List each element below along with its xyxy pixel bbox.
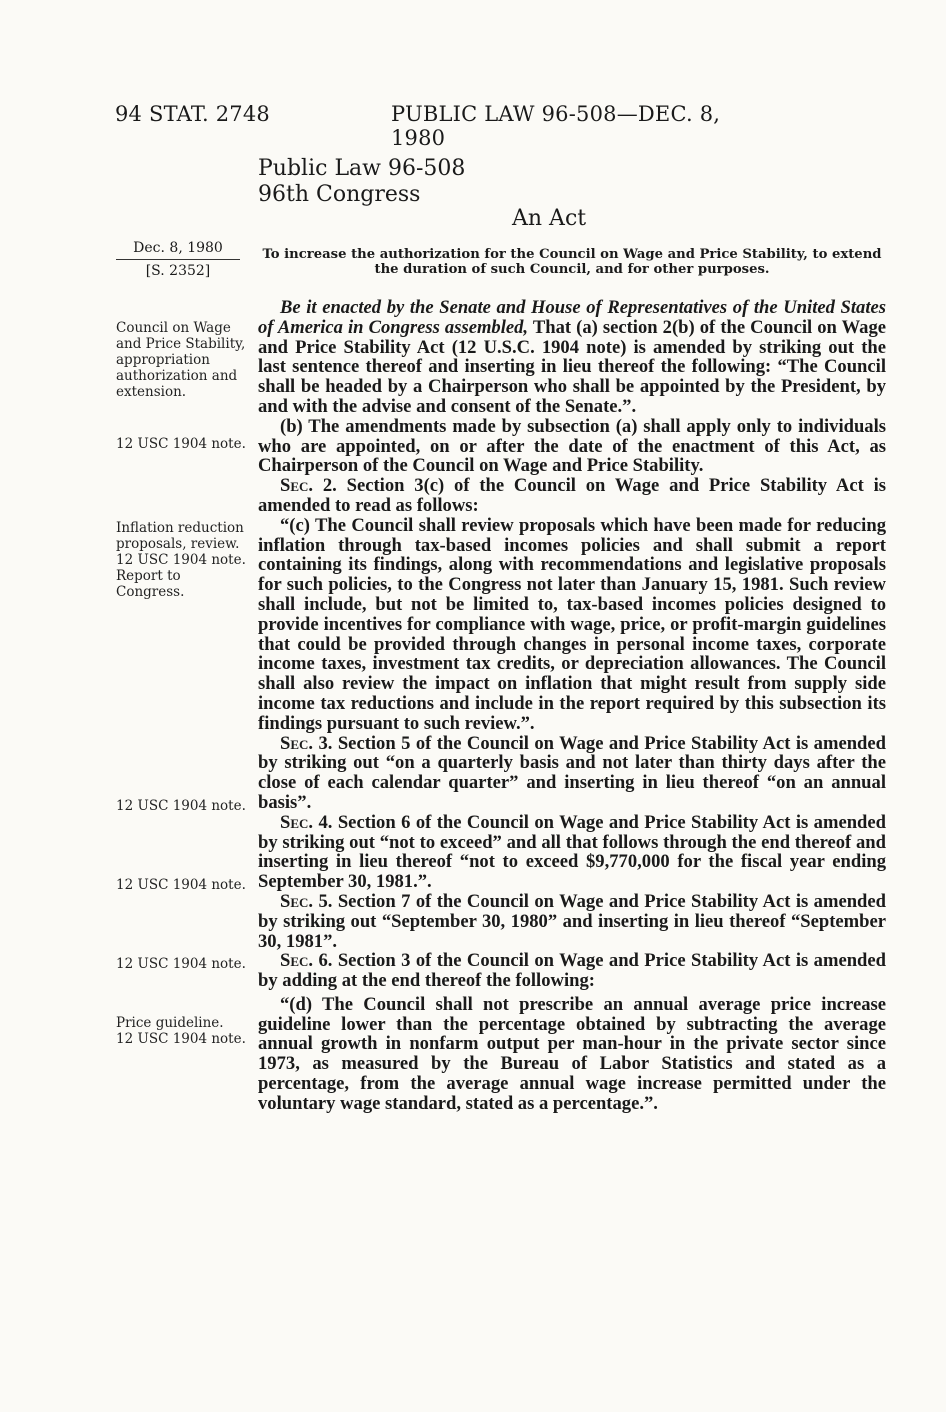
section-2-quote: “(c) The Council shall review proposals which have been made for reducing inflation through tax-based incomes policies and shall submit a report containing its findings, along with recommendations and legislative proposals for such policies, to the Congress not later than January 15, 1981. Such review shall include, but not be limited to, tax-based incomes policies designed to provide incentives for compliance with wage, price, or profit-margin guidelines that could be provided through changes in personal income taxes, corporate income taxes, investment tax credits, or depreciation allowances. The Council shall also review the impact on inflation that might result from supply side income tax reductions and include in the report required by this subsection its findings pursuant to such review.”. (258, 514, 886, 734)
section-4 (258, 813, 886, 892)
margin-note: 12 USC 1904 note. (116, 956, 246, 972)
margin-note: 12 USC 1904 note. (116, 877, 246, 893)
margin-note-line: 12 USC 1904 note. (116, 552, 246, 568)
section-2 (258, 476, 886, 516)
section-1a-text: That (a) section 2(b) of the Council on Wage and Price Stability Act (12 U.S.C. 1904 note) is amended by striking out the last sentence thereof and inserting in lieu thereof the following: “The Council shall be headed by a Chairperson who shall be appointed by the President, by and with the advise and consent of the Senate.”. (258, 316, 887, 417)
section-text: Section 6 of the Council on Wage and Price Stability Act is amended by striking out “not to exceed” and all that follows through the end thereof and inserting in lieu thereof “not to exceed $9,770,000 for the fiscal year ending September 30, 1981.”. (258, 811, 886, 893)
margin-note-line: Inflation reduction proposals, review. (116, 520, 244, 552)
law-title (258, 156, 465, 208)
section-label: Sec. 6. (280, 950, 333, 972)
bill-number: [S. 2352] (145, 263, 211, 279)
section-text: Section 3(c) of the Council on Wage and Price Stability Act is amended to read as follows: (258, 475, 886, 516)
date-block (116, 240, 240, 279)
section-text: Section 5 of the Council on Wage and Price Stability Act is amended by striking out “on a quarterly basis and not later than thirty days after the close of each calendar quarter” and inserting in lieu thereof “on an annual basis”. (258, 732, 886, 813)
section-label: Sec. 4. (280, 811, 333, 833)
statute-body (258, 298, 886, 1114)
section-3 (258, 734, 886, 813)
public-law-number: Public Law 96-508 (258, 156, 466, 181)
section-6 (258, 951, 886, 991)
margin-note-line: Price guideline. (116, 1015, 224, 1031)
margin-note-line: 12 USC 1904 note. (116, 1031, 246, 1047)
margin-note: 12 USC 1904 note. (116, 798, 246, 814)
section-label: Sec. 2. (280, 475, 337, 497)
law-and-date: PUBLIC LAW 96-508—DEC. 8, 1980 (391, 102, 721, 150)
enacting-clause: Be it enacted by the Senate and House of Representatives of the United States of America in Congress assembled, (258, 297, 886, 338)
enactment-date: Dec. 8, 1980 (116, 240, 240, 260)
section-text: Section 7 of the Council on Wage and Price Stability Act is amended by striking out “September 30, 1980” and inserting in lieu thereof “September 30, 1981”. (258, 890, 886, 952)
section-label: Sec. 3. (280, 732, 333, 754)
section-label: Sec. 5. (280, 890, 333, 912)
act-heading: An Act (512, 206, 587, 231)
congress-number: 96th Congress (258, 182, 421, 207)
page-citation: 94 STAT. 2748 (115, 102, 270, 126)
margin-note (116, 1015, 246, 1047)
margin-note: Council on Wage and Price Stability, appropriation authorization and extension. (116, 320, 246, 400)
section-1a (258, 298, 886, 417)
section-text: Section 3 of the Council on Wage and Price Stability Act is amended by adding at the end thereof the following: (258, 950, 886, 992)
margin-note-line: Report to Congress. (116, 568, 185, 600)
section-1b: (b) The amendments made by subsection (a) shall apply only to individuals who are appointed, on or after the date of the enactment of this Act, as Chairperson of the Council on Wage and Price Stability. (258, 415, 886, 477)
act-purpose: To increase the authorization for the Council on Wage and Price Stability, to extend the duration of such Council, and for other purposes. (262, 247, 882, 277)
section-5 (258, 892, 886, 951)
margin-note: 12 USC 1904 note. (116, 436, 246, 452)
margin-note (116, 520, 246, 600)
section-6-quote: “(d) The Council shall not prescribe an annual average price increase guideline lower than the percentage obtained by subtracting the average annual growth in nonfarm output per man-hour in the private sector since 1973, as measured by the Bureau of Labor Statistics and stated as a percentage, from the average annual wage increase permitted under the voluntary wage standard, stated as a percentage.”. (258, 993, 886, 1114)
